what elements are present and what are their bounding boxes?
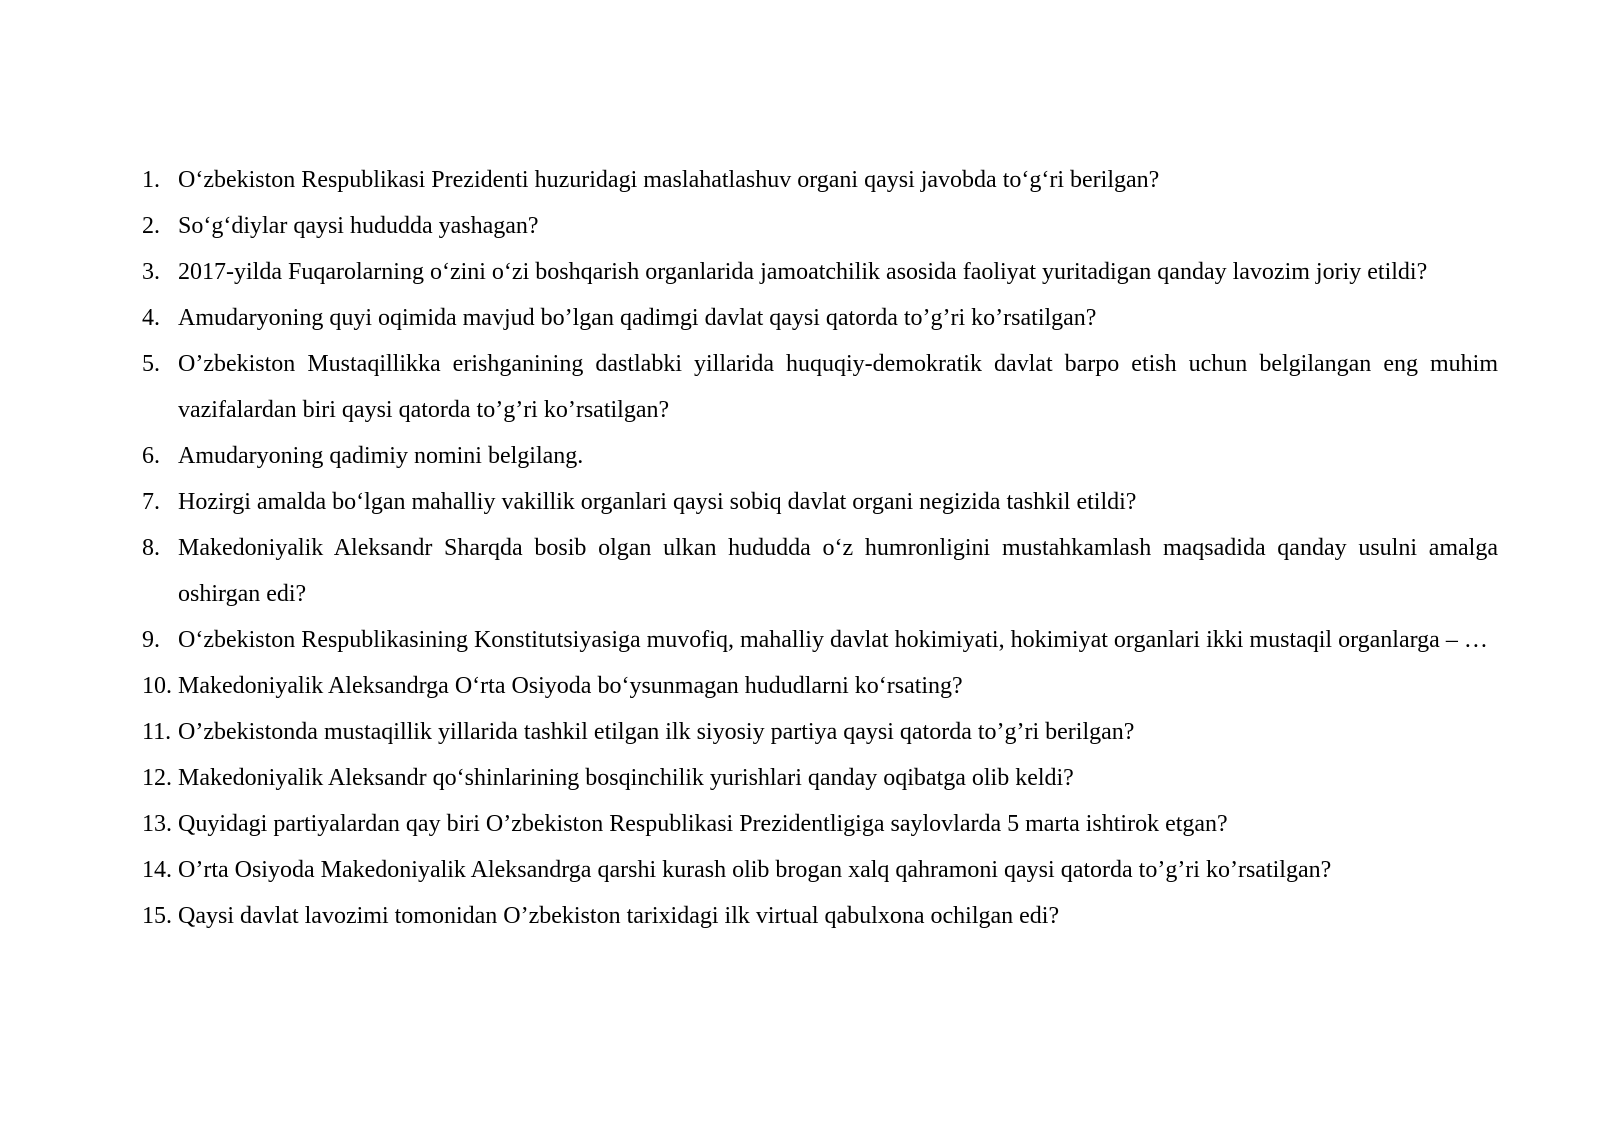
question-number: 1. xyxy=(142,167,160,193)
question-number: 2. xyxy=(142,213,160,239)
question-text: O‘zbekiston Respublikasining Konstitutsiyasiga muvofiq, mahalliy davlat hokimiyati, hokimiyat organlari ikki mustaqil organlarga – … xyxy=(178,627,1488,653)
question-item xyxy=(142,203,1498,249)
question-text: Makedoniyalik Aleksandr Sharqda bosib olgan ulkan hududda o‘z humronligini mustahkamlash maqsadida qanday usulni amalga oshirgan edi? xyxy=(178,535,1498,607)
question-text: O’rta Osiyoda Makedoniyalik Aleksandrga qarshi kurash olib brogan xalq qahramoni qaysi qatorda to’g’ri ko’rsatilgan? xyxy=(178,857,1332,883)
question-text: Makedoniyalik Aleksandr qo‘shinlarining bosqinchilik yurishlari qanday oqibatga olib keldi? xyxy=(178,765,1074,791)
question-number: 3. xyxy=(142,259,160,285)
question-text: Qaysi davlat lavozimi tomonidan O’zbekiston tarixidagi ilk virtual qabulxona ochilgan edi? xyxy=(178,903,1060,929)
question-number: 15. xyxy=(142,903,172,929)
question-item xyxy=(142,479,1498,525)
question-text: So‘g‘diylar qaysi hududda yashagan? xyxy=(178,213,539,239)
question-item xyxy=(142,249,1498,295)
question-number: 10. xyxy=(142,673,172,699)
question-item xyxy=(142,433,1498,479)
question-item xyxy=(142,157,1498,203)
question-text: O‘zbekiston Respublikasi Prezidenti huzuridagi maslahatlashuv organi qaysi javobda to‘g‘ri berilgan? xyxy=(178,167,1160,193)
question-item xyxy=(142,893,1498,939)
question-text: O’zbekiston Mustaqillikka erishganining dastlabki yillarida huquqiy-demokratik davlat barpo etish uchun belgilangan eng muhim vazifalardan biri qaysi qatorda to’g’ri ko’rsatilgan? xyxy=(178,351,1498,423)
question-text: Amudaryoning quyi oqimida mavjud bo’lgan qadimgi davlat qaysi qatorda to’g’ri ko’rsatilgan? xyxy=(178,305,1097,331)
question-number: 8. xyxy=(142,535,160,561)
question-item xyxy=(142,709,1498,755)
question-text: Hozirgi amalda bo‘lgan mahalliy vakillik organlari qaysi sobiq davlat organi negizida tashkil etildi? xyxy=(178,489,1137,515)
question-text: O’zbekistonda mustaqillik yillarida tashkil etilgan ilk siyosiy partiya qaysi qatorda to’g’ri berilgan? xyxy=(178,719,1135,745)
question-item xyxy=(142,663,1498,709)
question-item xyxy=(142,847,1498,893)
question-number: 9. xyxy=(142,627,160,653)
question-item xyxy=(142,801,1498,847)
question-number: 4. xyxy=(142,305,160,331)
question-number: 5. xyxy=(142,351,160,377)
question-number: 6. xyxy=(142,443,160,469)
question-number: 11. xyxy=(142,719,172,745)
question-number: 13. xyxy=(142,811,172,837)
question-number: 7. xyxy=(142,489,160,515)
question-text: Makedoniyalik Aleksandrga O‘rta Osiyoda bo‘ysunmagan hududlarni ko‘rsating? xyxy=(178,673,963,699)
question-number: 12. xyxy=(142,765,172,791)
question-item xyxy=(142,295,1498,341)
question-text: Amudaryoning qadimiy nomini belgilang. xyxy=(178,443,584,469)
question-item xyxy=(142,617,1498,663)
question-number: 14. xyxy=(142,857,172,883)
question-text: 2017-yilda Fuqarolarning o‘zini o‘zi boshqarish organlarida jamoatchilik asosida faoliyat yuritadigan qanday lavozim joriy etildi? xyxy=(178,259,1428,285)
question-text: Quyidagi partiyalardan qay biri O’zbekiston Respublikasi Prezidentligiga saylovlarda 5 marta ishtirok etgan? xyxy=(178,811,1228,837)
question-item xyxy=(142,525,1498,617)
question-item xyxy=(142,755,1498,801)
question-list xyxy=(142,157,1498,939)
question-item xyxy=(142,341,1498,433)
